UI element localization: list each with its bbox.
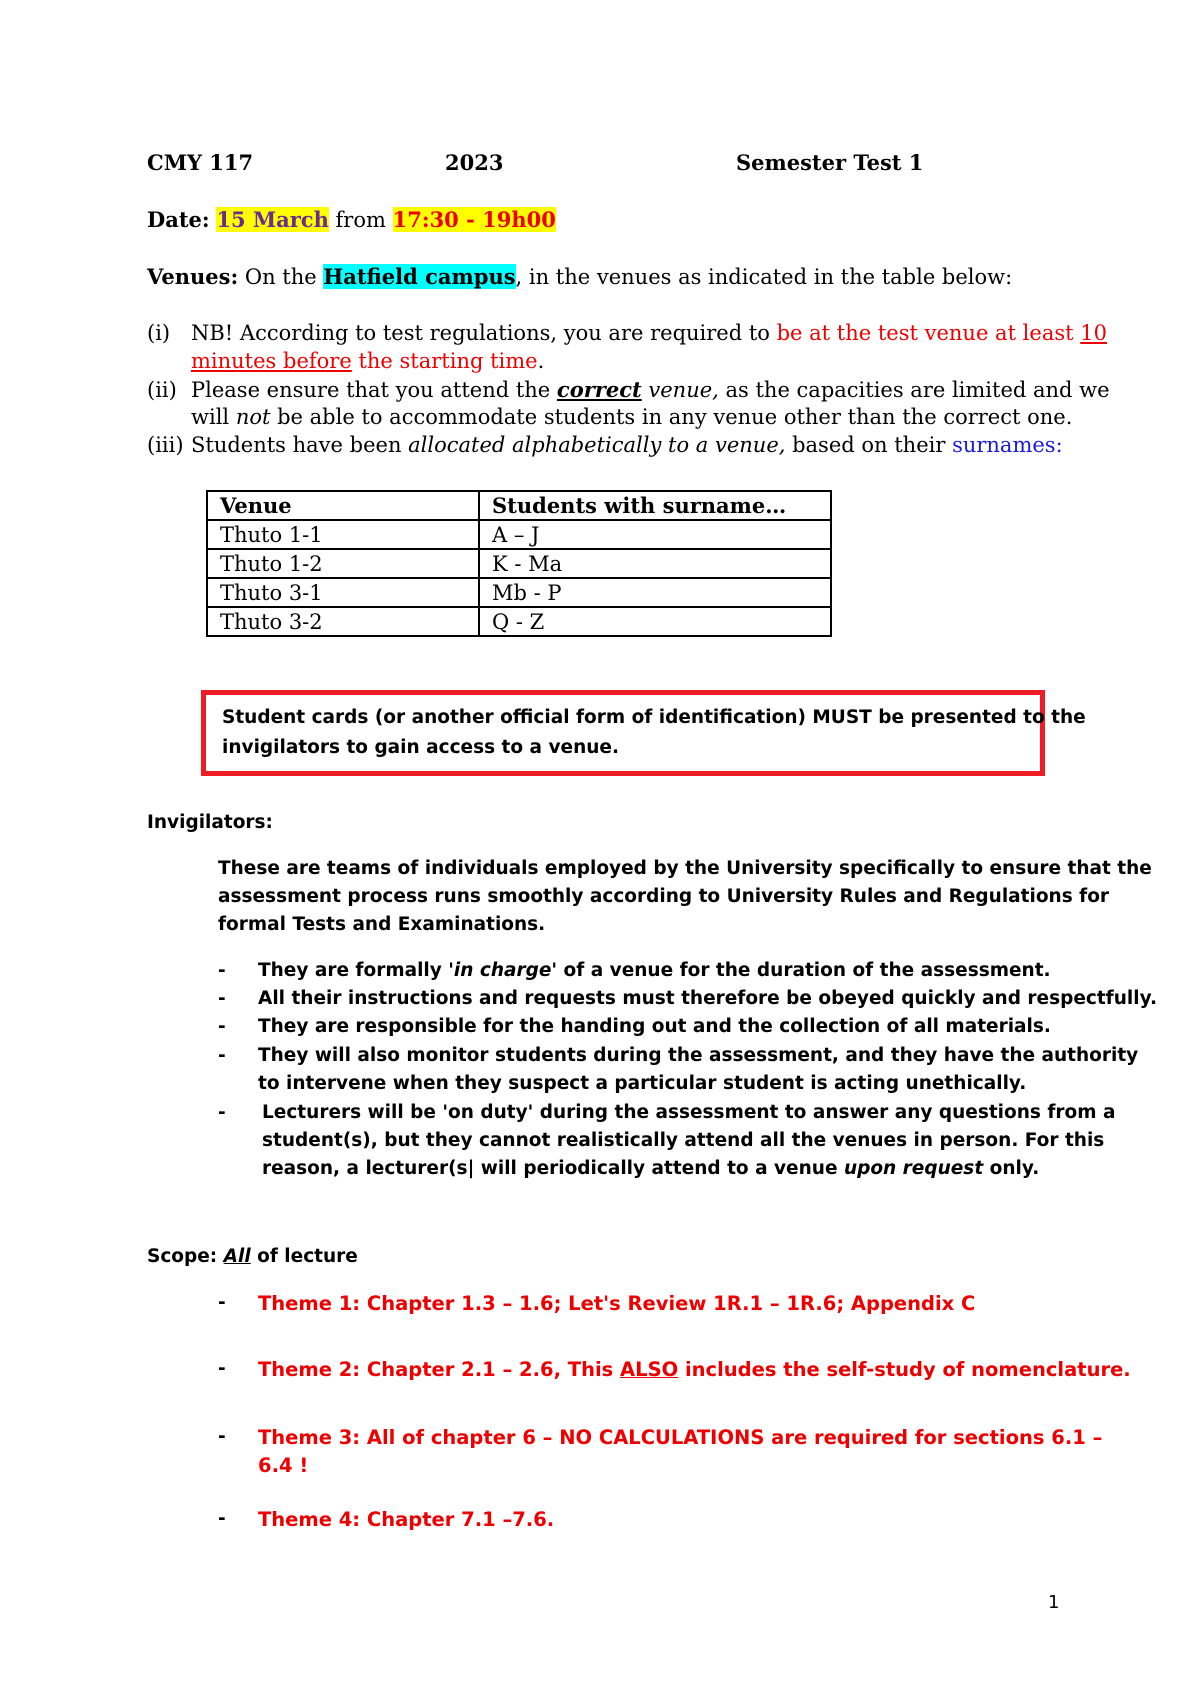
invigilator-bullet-3: They are responsible for the handing out and the collection of all materials.: [258, 1016, 1051, 1037]
invigilators-intro-2: assessment process runs smoothly according to University Rules and Regulations for: [218, 886, 1110, 907]
rule-2-cont: [191, 405, 1072, 429]
b1-in-charge: 'in charge': [448, 960, 558, 981]
bullet-dash: -: [218, 1508, 226, 1529]
rule-3-allocated: allocated alphabetically to a venue,: [408, 433, 786, 457]
surname-cell: Mb - P: [479, 578, 831, 607]
theme-1: Theme 1: Chapter 1.3 – 1.6; Let's Review 1R.1 – 1R.6; Appendix C: [258, 1292, 976, 1315]
rule-2-not: not: [235, 405, 271, 429]
surname-cell: K - Ma: [479, 549, 831, 578]
b5-a: reason, a lecturer(s| will periodically attend to a venue: [262, 1158, 844, 1179]
rule-3-text-a: Students have been: [191, 433, 409, 457]
venue-col-header: Venue: [207, 491, 479, 520]
rule-2-venue: venue,: [641, 378, 719, 402]
invigilator-bullet-2: All their instructions and requests must therefore be obeyed quickly and respectfully.: [258, 988, 1157, 1009]
surname-col-header: Students with surname…: [479, 491, 831, 520]
rule-1-text-a: NB! According to test regulations, you are required to: [191, 321, 777, 345]
date-from: from: [335, 208, 386, 232]
rule-3: [147, 433, 1063, 457]
invigilator-bullet-5-line-2: student(s), but they cannot realistically attend all the venues in person. For this: [262, 1130, 1105, 1151]
venues-before: On the: [244, 265, 317, 289]
test-title: Semester Test 1: [736, 150, 924, 175]
invigilator-bullet-5-line-1: Lecturers will be 'on duty' during the assessment to answer any questions from a: [262, 1102, 1116, 1123]
date-line: [147, 207, 556, 232]
bullet-dash: -: [218, 960, 226, 981]
theme-4: Theme 4: Chapter 7.1 –7.6.: [258, 1508, 555, 1531]
date-time: 17:30 - 19h00: [392, 207, 556, 232]
surname-cell: Q - Z: [479, 607, 831, 636]
bullet-dash: -: [218, 1358, 226, 1379]
t2-c: includes the self-study of nomenclature.: [678, 1358, 1131, 1381]
bullet-dash: -: [218, 988, 226, 1009]
invigilator-bullet-4-line-2: to intervene when they suspect a particular student is acting unethically.: [258, 1073, 1027, 1094]
rule-1-starting: the starting time: [351, 349, 538, 373]
scope-all: All: [223, 1246, 251, 1267]
invigilators-heading: Invigilators:: [147, 812, 273, 833]
surname-cell: A – J: [479, 520, 831, 549]
rule-2-correct: correct: [556, 377, 642, 402]
table-row: [207, 607, 831, 636]
invigilators-intro-3: formal Tests and Examinations.: [218, 914, 546, 935]
rule-1: [147, 321, 1107, 345]
table-row: [207, 549, 831, 578]
rule-3-text-c: based on their: [785, 433, 953, 457]
bullet-dash: -: [218, 1292, 226, 1313]
venue-table-header: [207, 491, 831, 520]
rule-2-text-a: Please ensure that you attend the: [191, 378, 557, 402]
bullet-dash: -: [218, 1045, 226, 1066]
rule-2-text-d: as the capacities are limited and we: [718, 378, 1110, 402]
rule-3-num: (iii): [147, 433, 184, 457]
year: 2023: [445, 150, 504, 175]
rule-3-surnames: surnames:: [952, 433, 1063, 457]
campus-name: Hatfield campus: [323, 264, 516, 289]
invigilators-intro-1: These are teams of individuals employed by the University specifically to ensure that the: [218, 858, 1152, 879]
t2-also: ALSO: [620, 1358, 679, 1381]
invigilator-bullet-1: [258, 960, 1051, 981]
venues-line: [147, 264, 1012, 289]
venue-cell: Thuto 1-1: [207, 520, 479, 549]
date-day: 15 March: [216, 207, 329, 232]
venue-cell: Thuto 3-2: [207, 607, 479, 636]
venues-after: , in the venues as indicated in the table below:: [515, 265, 1013, 289]
b1-a: They are formally: [258, 960, 449, 981]
theme-3-line-2: 6.4 !: [258, 1454, 309, 1477]
rule-1-cont: [191, 349, 544, 373]
rule-1-text-c: 10: [1080, 321, 1107, 345]
id-notice-box: [201, 690, 1086, 776]
rule-2-num: (ii): [147, 378, 177, 402]
theme-2: [258, 1358, 1131, 1381]
invigilator-bullet-4-line-1: They will also monitor students during the assessment, and they have the authority: [258, 1045, 1139, 1066]
rule-1-period: .: [537, 349, 545, 373]
scope-line: [147, 1246, 358, 1267]
table-row: [207, 578, 831, 607]
venue-cell: Thuto 3-1: [207, 578, 479, 607]
rule-1-text-b: be at the test venue at least: [776, 321, 1081, 345]
venue-cell: Thuto 1-2: [207, 549, 479, 578]
rule-2: [147, 377, 1110, 402]
date-label: Date:: [147, 207, 210, 232]
venues-label: Venues:: [147, 264, 239, 289]
venue-table: [206, 490, 832, 637]
id-notice-line-1: Student cards (or another official form of identification) MUST be presented to the: [222, 707, 1086, 728]
rule-2-rest: be able to accommodate students in any venue other than the correct one.: [270, 405, 1073, 429]
bullet-dash: -: [218, 1426, 226, 1447]
rule-1-num: (i): [147, 321, 171, 345]
course-code: CMY 117: [147, 150, 254, 175]
theme-3-line-1: Theme 3: All of chapter 6 – NO CALCULATIONS are required for sections 6.1 –: [258, 1426, 1103, 1449]
rule-2-will: will: [191, 405, 236, 429]
scope-label: Scope:: [147, 1246, 218, 1267]
b5-c: only.: [983, 1158, 1040, 1179]
scope-rest: of lecture: [250, 1246, 358, 1267]
t2-a: Theme 2: Chapter 2.1 – 2.6, This: [258, 1358, 621, 1381]
id-notice-line-2: invigilators to gain access to a venue.: [222, 737, 619, 758]
rule-1-minutes: minutes before: [191, 349, 352, 373]
table-row: [207, 520, 831, 549]
bullet-dash: -: [218, 1016, 226, 1037]
invigilator-bullet-5-line-3: [262, 1158, 1039, 1179]
page-number: 1: [1048, 1592, 1060, 1613]
b1-c: of a venue for the duration of the assessment.: [557, 960, 1051, 981]
bullet-dash: -: [218, 1102, 226, 1123]
b5-upon-request: upon request: [843, 1158, 984, 1179]
